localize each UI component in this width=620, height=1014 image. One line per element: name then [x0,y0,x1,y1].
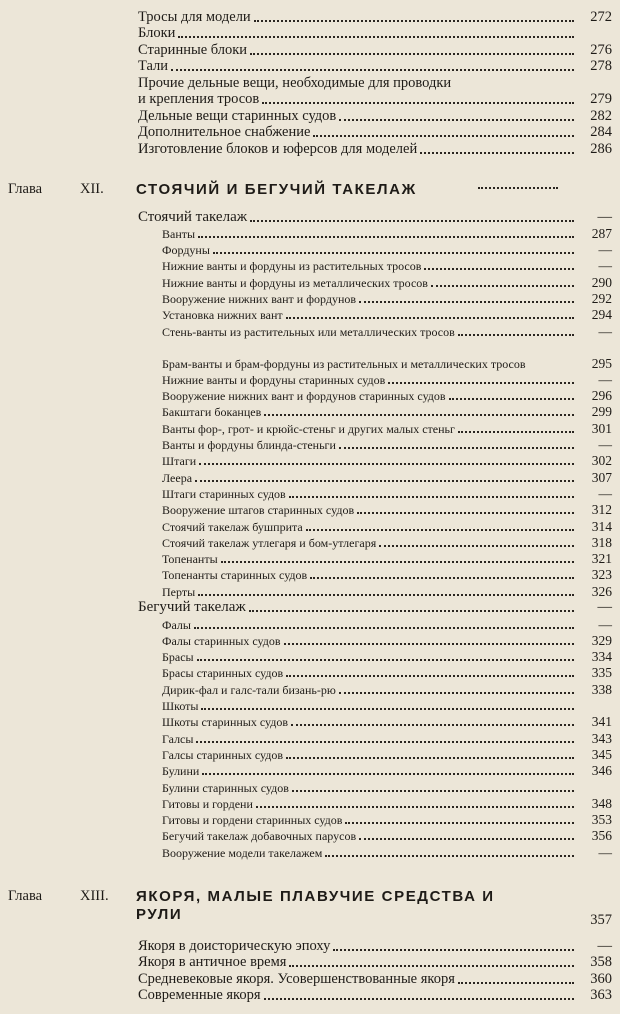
toc-entry-title: и крепления тросов [138,91,260,107]
toc-entry-title: Старинные блоки [138,41,248,58]
toc-entry [0,681,620,697]
toc-entry [0,291,620,307]
toc-entry-page: 287 [591,225,612,241]
toc-entry [0,665,620,681]
leader-dots [458,982,574,984]
toc-entry-title: Тали [138,58,169,74]
chapter-12-body [0,209,620,861]
leader-dots [284,643,574,645]
toc-entry-title: Гитовы и гордени старинных судов [162,813,343,828]
toc-entry-page: 284 [590,124,612,140]
toc-entry [0,518,620,534]
toc-entry [0,92,620,109]
leader-dots [333,949,574,951]
leader-dots [325,855,574,857]
toc-entry [0,9,620,26]
toc-entry-title: Вооружение штагов старинных судов [162,503,355,518]
toc-entry-page: 302 [591,453,612,469]
leader-dots [310,577,574,579]
toc-entry [0,388,620,404]
toc-entry-page: 296 [591,388,612,404]
leader-dots [339,119,574,121]
toc-entry [0,938,620,955]
leader-dots [194,627,574,629]
leader-dots [213,252,574,254]
chapter-title: СТОЯЧИЙ И БЕГУЧИЙ ТАКЕЛАЖ [136,181,417,198]
chapter-leader-dots [478,187,558,189]
toc-entry-page: — [598,437,612,453]
toc-entry-page: — [598,371,612,387]
toc-entry [0,583,620,599]
toc-entry [0,971,620,988]
toc-entry [0,730,620,746]
toc-entry-page: 360 [590,970,612,987]
chapter-number: XII. [80,181,104,197]
toc-entry-title: Бегучий такелаж добавочных парусов [162,829,357,844]
toc-entry [0,469,620,485]
leader-dots [178,36,574,38]
toc-entry [0,453,620,469]
toc-entry-page: 301 [591,420,612,436]
toc-entry-page: 329 [591,632,612,648]
toc-entry-page: 279 [590,91,612,107]
leader-dots [291,724,574,726]
toc-entry [0,226,620,242]
toc-intro-block [0,9,620,158]
toc-entry [0,828,620,844]
leader-dots [431,285,574,287]
leader-dots [254,20,574,22]
toc-entry-page: 356 [591,828,612,844]
chapter-page: 357 [590,912,612,928]
toc-entry [0,108,620,125]
chapter-title-line2: РУЛИ [136,906,183,923]
toc-entry-page: 323 [591,567,612,583]
toc-entry-title: Топенанты старинных судов [162,568,308,583]
toc-entry-page: 294 [591,307,612,323]
toc-entry-title: Стоячий такелаж [138,208,248,225]
toc-entry-page: 341 [591,714,612,730]
leader-dots [449,398,574,400]
toc-entry-page: 286 [590,140,612,157]
toc-entry-title: Установка нижних вант [162,308,283,323]
toc-entry [0,779,620,795]
toc-entry [0,698,620,714]
toc-entry [0,616,620,632]
toc-entry-title: Брасы [162,650,194,665]
leader-dots [424,268,574,270]
toc-entry [0,486,620,502]
leader-dots [201,708,574,710]
leader-dots [286,675,574,677]
leader-dots [221,561,574,563]
toc-entry-title: Фордуны [162,243,210,258]
toc-entry [0,404,620,420]
toc-entry-page: 326 [591,583,612,599]
leader-dots [198,236,574,238]
toc-entry-title: Бегучий такелаж [138,599,246,616]
toc-entry-title: Фалы [162,617,191,632]
leader-dots [250,53,574,55]
leader-dots [379,545,574,547]
leader-dots [250,220,574,222]
toc-entry-title: Галсы старинных судов [162,747,284,762]
toc-entry-page: 290 [591,274,612,290]
toc-entry [0,649,620,665]
toc-entry-title: Ванты и фордуны блинда-стеньги [162,438,336,453]
leader-dots [292,790,574,792]
toc-entry-title: Галсы [162,731,194,746]
toc-entry-title: Нижние ванты и фордуны старинных судов [162,372,386,387]
toc-entry-page: 345 [591,746,612,762]
toc-entry-title: Нижние ванты и фордуны из металлических тросов [162,275,428,290]
toc-entry-page: — [597,599,612,616]
leader-dots [388,382,574,384]
toc-entry [0,844,620,860]
toc-entry-title: Топенанты [162,552,218,567]
leader-dots [249,610,574,612]
leader-dots [289,965,574,967]
toc-entry [0,535,620,551]
toc-entry [0,242,620,258]
toc-entry-page: 272 [590,8,612,25]
toc-entry [0,141,620,158]
chapter-13-body [0,938,620,1004]
toc-entry-page: 292 [591,290,612,306]
toc-entry-title: Современные якоря [138,987,261,1003]
toc-entry-title: Изготовление блоков и юферсов для моделей [138,140,418,157]
toc-entry-title: Дополнительное снабжение [138,124,311,140]
toc-entry-title: Перты [162,584,196,599]
toc-entry-page: 314 [591,518,612,534]
chapter-title-line1: ЯКОРЯ, МАЛЫЕ ПЛАВУЧИЕ СРЕДСТВА И [136,888,495,905]
toc-entry-page: 358 [590,954,612,970]
toc-entry-title: Булини старинных судов [162,780,289,795]
leader-dots [458,334,574,336]
toc-entry-title: Шкоты [162,699,199,714]
leader-dots [357,512,574,514]
leader-dots [264,414,574,416]
toc-entry [0,747,620,763]
toc-entry-title: Прочие дельные вещи, необходимые для проводки [138,74,452,91]
toc-entry-page: 335 [591,665,612,681]
toc-entry-page: — [598,258,612,274]
toc-entry-title: Якоря в античное время [138,954,287,970]
toc-entry [0,796,620,812]
chapter-label: Глава [8,888,43,904]
leader-dots [197,659,574,661]
leader-dots [286,757,574,759]
leader-dots [264,998,574,1000]
toc-entry-title: Леера [162,470,193,485]
leader-dots [359,838,574,840]
toc-entry-title: Вооружение нижних вант и фордунов [162,291,357,306]
toc-entry-title: Брам-ванты и брам-фордуны из растительных и металлических тросов [162,356,526,371]
toc-entry [0,420,620,436]
leader-dots [339,692,574,694]
toc-entry [0,437,620,453]
toc-entry-page: 282 [590,107,612,124]
leader-dots [420,152,574,154]
toc-entry-page: 321 [591,551,612,567]
leader-dots [199,463,574,465]
toc-entry [0,258,620,274]
toc-entry-title: Тросы для модели [138,8,251,25]
toc-entry-page: 343 [591,730,612,746]
toc-entry-title: Нижние ванты и фордуны из растительных тросов [162,259,422,274]
toc-entry-title: Стоячий такелаж утлегаря и бом-утлегаря [162,535,377,550]
toc-entry-page: 346 [591,763,612,779]
leader-dots [458,431,574,433]
toc-entry-page: 318 [591,534,612,550]
toc-entry-title: Стень-ванты из растительных или металлических тросов [162,324,455,339]
chapter-label: Глава [8,181,43,197]
toc-entry [0,274,620,290]
toc-entry [0,340,620,372]
toc-entry-title: Дирик-фал и галс-тали бизань-рю [162,682,336,697]
toc-entry [0,955,620,972]
leader-dots [196,741,574,743]
toc-entry-title: Вооружение нижних вант и фордунов старинных судов [162,389,446,404]
toc-entry-title: Стоячий такелаж бушприта [162,519,303,534]
toc-entry-page: 348 [591,795,612,811]
leader-dots [171,69,574,71]
toc-entry-page: 363 [590,987,612,1003]
toc-section [0,209,620,226]
toc-entry [0,26,620,43]
toc-entry-page: 338 [591,681,612,697]
toc-entry [0,988,620,1005]
toc-entry-page: — [597,937,612,954]
chapter-number: XIII. [80,888,109,904]
leader-dots [289,496,574,498]
toc-entry-page: — [598,242,612,258]
chapter-12-heading [0,178,620,198]
toc-entry-title: Штаги [162,454,197,469]
toc-entry-page: 307 [591,469,612,485]
leader-dots [262,102,574,104]
leader-dots [359,301,574,303]
toc-entry-title: Брасы старинных судов [162,666,284,681]
leader-dots [256,806,574,808]
toc-entry-page: — [597,208,612,225]
toc-entry-title: Бакштаги боканцев [162,405,262,420]
toc-entry-page: 276 [590,41,612,58]
toc-entry-page: 334 [591,649,612,665]
chapter-13-heading [0,888,620,940]
toc-entry [0,125,620,142]
leader-dots [286,317,574,319]
toc-entry-title: Ванты [162,226,196,241]
leader-dots [345,822,574,824]
toc-entry [0,567,620,583]
toc-entry-title: Дельные вещи старинных судов [138,107,337,124]
toc-entry [0,551,620,567]
toc-entry-page: — [598,485,612,501]
toc-entry [0,812,620,828]
leader-dots [198,594,574,596]
toc-entry-page: 295 [591,355,612,371]
toc-entry [0,75,620,92]
toc-entry-title: Средневековые якоря. Усовершенствованные якоря [138,970,455,987]
toc-entry-page: 312 [591,502,612,518]
leader-dots [313,135,574,137]
toc-entry [0,763,620,779]
toc-entry-title: Ванты фор-, грот- и крюйс-стеньг и других малых стеньг [162,421,455,436]
toc-entry-page: 299 [591,404,612,420]
leader-dots [306,529,574,531]
toc-entry-title: Блоки [138,25,176,41]
toc-entry [0,502,620,518]
toc-entry [0,372,620,388]
leader-dots [202,773,574,775]
toc-entry-page: — [598,616,612,632]
toc-entry-title: Булини [162,764,200,779]
toc-entry-page: 278 [590,58,612,74]
toc-section [0,600,620,617]
leader-dots [195,480,574,482]
toc-entry [0,323,620,339]
toc-entry-page: 353 [591,812,612,828]
toc-entry-title: Якоря в доисторическую эпоху [138,937,331,954]
toc-entry-title: Фалы старинных судов [162,633,281,648]
toc-entry-page: — [598,323,612,339]
toc-entry-page: — [598,844,612,860]
leader-dots [339,447,574,449]
toc-entry-title: Гитовы и гордени [162,796,253,811]
toc-entry [0,59,620,76]
toc-entry [0,307,620,323]
toc-entry-title: Шкоты старинных судов [162,715,289,730]
toc-entry [0,42,620,59]
toc-entry [0,633,620,649]
toc-entry [0,714,620,730]
toc-entry-title: Штаги старинных судов [162,486,286,501]
toc-entry-title: Вооружение модели такелажем [162,845,323,860]
